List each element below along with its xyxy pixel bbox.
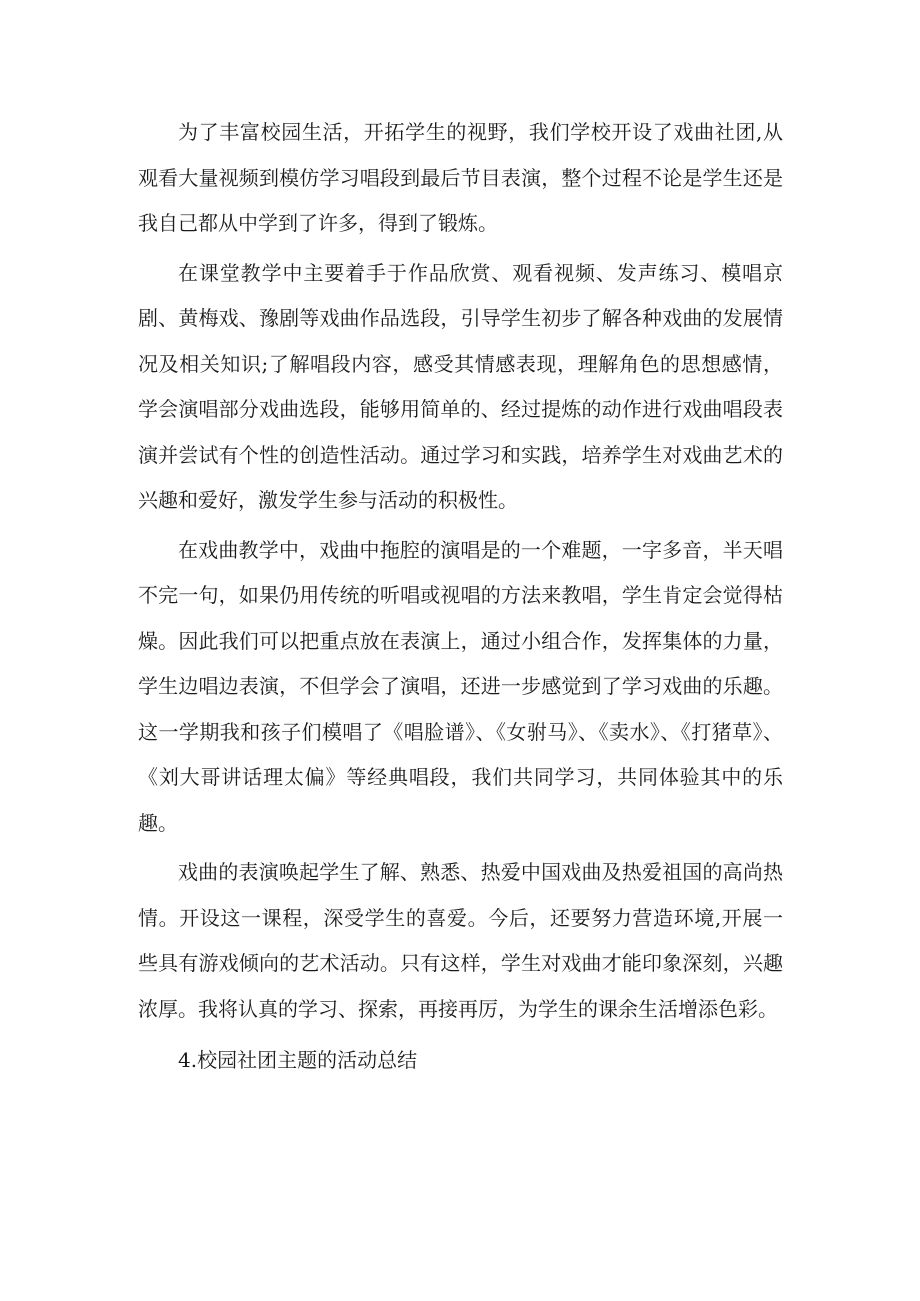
paragraph-singing-difficulty: 在戏曲教学中，戏曲中拖腔的演唱是的一个难题，一字多音，半天唱不完一句，如果仍用传统的听唱或视唱的方法来教唱，学生肯定会觉得枯燥。因此我们可以把重点放在表演上，通过小组合作，发挥集体的力量，学生边唱边表演，不但学会了演唱，还进一步感觉到了学习戏曲的乐趣。这一学期我和孩子们模唱了《唱脸谱》、《女驸马》、《卖水》、《打猪草》、《刘大哥讲话理太偏》等经典唱段，我们共同学习，共同体验其中的乐趣。 [138, 537, 783, 835]
section-heading: 4.校园社团主题的活动总结 [178, 1048, 418, 1072]
paragraph-conclusion: 戏曲的表演唤起学生了解、熟悉、热爱中国戏曲及热爱祖国的高尚热情。开设这一课程，深受学生的喜爱。今后，还要努力营造环境,开展一些具有游戏倾向的艺术活动。只有这样，学生对戏曲才能印象深刻，兴趣浓厚。我将认真的学习、探索，再接再厉，为学生的课余生活增添色彩。 [138, 860, 783, 1021]
document-body [138, 110, 783, 1084]
paragraph-classroom-teaching: 在课堂教学中主要着手于作品欣赏、观看视频、发声练习、模唱京剧、黄梅戏、豫剧等戏曲作品选段，引导学生初步了解各种戏曲的发展情况及相关知识;了解唱段内容，感受其情感表现，理解角色的思想感情，学会演唱部分戏曲选段，能够用简单的、经过提炼的动作进行戏曲唱段表演并尝试有个性的创造性活动。通过学习和实践，培养学生对戏曲艺术的兴趣和爱好，激发学生参与活动的积极性。 [138, 260, 783, 512]
paragraph-intro: 为了丰富校园生活，开拓学生的视野，我们学校开设了戏曲社团,从观看大量视频到模仿学习唱段到最后节目表演，整个过程不论是学生还是我自己都从中学到了许多，得到了锻炼。 [138, 120, 783, 235]
